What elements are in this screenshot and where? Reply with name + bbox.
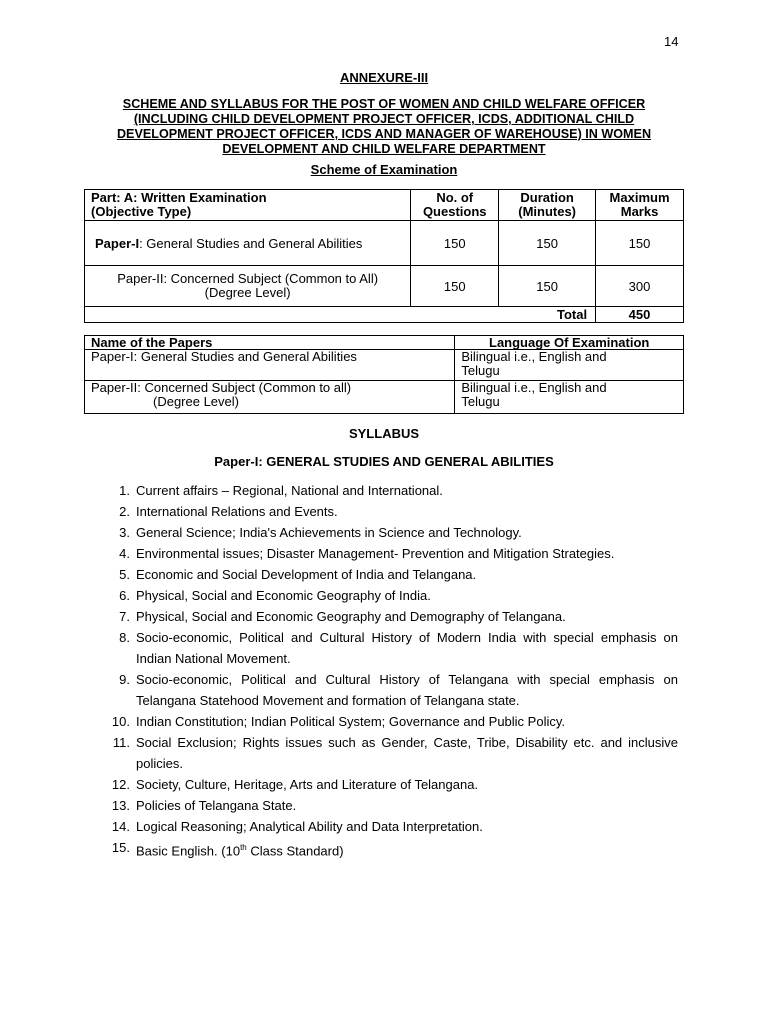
header-part: Part: A: Written Examination (Objective Type) xyxy=(85,190,411,221)
scheme-table xyxy=(84,189,684,323)
annexure-title: ANNEXURE-III xyxy=(339,70,429,85)
document-heading xyxy=(86,97,682,157)
heading-line: (INCLUDING CHILD DEVELOPMENT PROJECT OFFICER, ICDS, ADDITIONAL CHILD xyxy=(133,112,635,126)
list-item: 7. Physical, Social and Economic Geography and Demography of Telangana. xyxy=(119,609,566,624)
heading-line: DEVELOPMENT AND CHILD WELFARE DEPARTMENT xyxy=(222,142,546,156)
table-row xyxy=(85,350,684,381)
language-table xyxy=(84,335,684,414)
scheme-header-row xyxy=(85,190,684,221)
header-duration: Duration (Minutes) xyxy=(499,190,596,221)
marks-value: 150 xyxy=(596,221,684,266)
paper-name: Paper-I: General Studies and General Abilities xyxy=(85,221,411,266)
list-item: 9. Socio-economic, Political and Cultural History of Telangana with special emphasis on Telangana Statehood Movement and formation of Telangana state. xyxy=(119,672,678,708)
list-item: 12. Society, Culture, Heritage, Arts and Literature of Telangana. xyxy=(111,777,479,792)
language-value: Bilingual i.e., English and Telugu xyxy=(455,350,684,381)
list-item: 1. Current affairs – Regional, National and International. xyxy=(119,483,443,498)
list-item: 14. Logical Reasoning; Analytical Ability and Data Interpretation. xyxy=(111,819,483,834)
topic-list xyxy=(100,480,678,861)
table-row xyxy=(85,221,684,266)
syllabus-title: SYLLABUS xyxy=(348,426,420,441)
heading-line: DEVELOPMENT PROJECT OFFICER, ICDS AND MANAGER OF WAREHOUSE) IN WOMEN xyxy=(116,127,652,141)
list-item: 2. International Relations and Events. xyxy=(119,504,338,519)
page-number: 14 xyxy=(664,34,679,49)
scheme-title: Scheme of Examination xyxy=(310,162,458,177)
list-item: 6. Physical, Social and Economic Geography of India. xyxy=(119,588,431,603)
list-item: 3. General Science; India's Achievements in Science and Technology. xyxy=(119,525,522,540)
header-language: Language Of Examination xyxy=(455,336,684,350)
paper-name: Paper-I: General Studies and General Abilities xyxy=(85,350,455,381)
total-label: Total xyxy=(411,307,596,323)
questions-value: 150 xyxy=(411,221,499,266)
language-header-row xyxy=(85,336,684,350)
questions-value: 150 xyxy=(411,266,499,307)
list-item: 4. Environmental issues; Disaster Management- Prevention and Mitigation Strategies. xyxy=(119,546,615,561)
duration-value: 150 xyxy=(499,221,596,266)
total-value: 450 xyxy=(596,307,684,323)
list-item: 11. Social Exclusion; Rights issues such as Gender, Caste, Tribe, Disability etc. and inclusive policies. xyxy=(112,735,678,771)
list-item: 13. Policies of Telangana State. xyxy=(111,798,297,813)
marks-value: 300 xyxy=(596,266,684,307)
paper1-title: Paper-I: GENERAL STUDIES AND GENERAL ABILITIES xyxy=(214,454,554,469)
table-row xyxy=(85,381,684,414)
header-paper-name: Name of the Papers xyxy=(85,336,455,350)
table-row xyxy=(85,266,684,307)
list-item: 8. Socio-economic, Political and Cultural History of Modern India with special emphasis on Indian National Movement. xyxy=(119,630,678,666)
list-item: 15. Basic English. (10th Class Standard) xyxy=(111,840,344,859)
language-value: Bilingual i.e., English and Telugu xyxy=(455,381,684,414)
heading-line: SCHEME AND SYLLABUS FOR THE POST OF WOMEN AND CHILD WELFARE OFFICER xyxy=(122,97,646,111)
header-questions: No. of Questions xyxy=(411,190,499,221)
duration-value: 150 xyxy=(499,266,596,307)
list-item: 5. Economic and Social Development of India and Telangana. xyxy=(119,567,477,582)
list-item: 10. Indian Constitution; Indian Political System; Governance and Public Policy. xyxy=(111,714,565,729)
header-marks: Maximum Marks xyxy=(596,190,684,221)
paper-name: Paper-II: Concerned Subject (Common to all) (Degree Level) xyxy=(85,381,455,414)
paper-name: Paper-II: Concerned Subject (Common to All) (Degree Level) xyxy=(85,266,411,307)
total-row xyxy=(85,307,684,323)
